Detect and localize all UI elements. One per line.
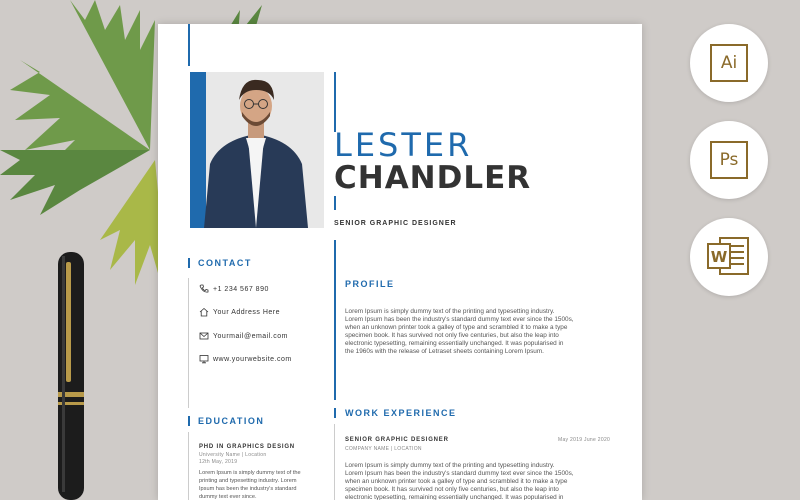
monitor-icon: [199, 354, 209, 364]
work-dates: May 2019 June 2020: [558, 437, 611, 443]
profile-accent-line: [334, 240, 336, 400]
phone-text: +1 234 567 890: [213, 285, 269, 293]
person-portrait: [190, 72, 324, 228]
phone-icon: [199, 284, 209, 294]
profile-line: the 1960s with the release of Letraset sheets containing Lorem Ipsum.: [345, 348, 544, 355]
work-role: SENIOR GRAPHIC DESIGNER: [345, 437, 449, 443]
last-name: CHANDLER: [334, 160, 532, 196]
education-degree: PHD IN GRAPHICS DESIGN: [199, 444, 295, 450]
photoshop-format-badge: [690, 121, 768, 199]
word-icon: [706, 236, 750, 276]
profile-heading: PROFILE: [345, 279, 395, 289]
email-text: Yourmail@email.com: [213, 332, 288, 340]
contact-accent-line: [188, 258, 190, 268]
first-name: LESTER: [334, 126, 473, 164]
contact-email: [199, 331, 288, 341]
website-text: www.yourwebsite.com: [213, 355, 292, 363]
name-accent-line-lower: [334, 196, 336, 210]
contact-website: [199, 354, 292, 364]
contact-heading: CONTACT: [198, 258, 252, 268]
work-divider-line: [334, 424, 335, 500]
work-company: COMPANY NAME | LOCATION: [345, 446, 422, 452]
profile-line: Lorem Ipsum is simply dummy text of the printing and typesetting industry.: [345, 308, 555, 315]
work-line: when an unknown printer took a galley of type and scrambled it to make a type: [345, 478, 568, 485]
home-icon: [199, 307, 209, 317]
word-format-badge: [690, 218, 768, 296]
education-school: University Name | Location: [199, 452, 267, 458]
address-text: Your Address Here: [213, 308, 280, 316]
education-heading: EDUCATION: [198, 416, 265, 426]
pen-decoration: [52, 252, 90, 500]
left-accent-line: [188, 24, 190, 66]
education-date: 12th May, 2019: [199, 459, 238, 465]
contact-phone: [199, 284, 269, 294]
photoshop-icon: Ps: [710, 141, 748, 179]
profile-line: Lorem Ipsum has been the industry's standard dummy text ever since the 1500s,: [345, 316, 574, 323]
work-description: [345, 462, 630, 500]
education-accent-line: [188, 416, 190, 426]
job-title: SENIOR GRAPHIC DESIGNER: [334, 220, 457, 227]
resume-sheet: [158, 24, 642, 500]
work-accent-line: [334, 408, 336, 418]
word-document-glyph: [706, 236, 750, 276]
education-line: printing and typesetting industry. Lorem: [199, 478, 297, 484]
profile-photo: [190, 72, 324, 228]
work-line: electronic typesetting, remaining essentially unchanged. It was popularised in: [345, 494, 564, 500]
word-letter: W: [710, 248, 728, 266]
contact-divider-line: [188, 278, 189, 408]
work-line: Lorem Ipsum has been the industry's standard dummy text ever since the 1500s,: [345, 470, 574, 477]
illustrator-format-badge: [690, 24, 768, 102]
profile-line: when an unknown printer took a galley of type and scrambled it to make a type: [345, 324, 568, 331]
work-line: Lorem Ipsum is simply dummy text of the printing and typesetting industry.: [345, 462, 555, 469]
mail-icon: [199, 331, 209, 341]
profile-line: specimen book. It has survived not only five centuries, but also the leap into: [345, 332, 559, 339]
contact-address: [199, 307, 280, 317]
profile-text: [345, 308, 630, 356]
work-experience-heading: WORK EXPERIENCE: [345, 408, 457, 418]
name-accent-line: [334, 72, 336, 132]
education-description: [199, 469, 324, 500]
education-divider-line: [188, 432, 189, 500]
education-line: dummy text ever since.: [199, 494, 257, 500]
education-line: Ipsum has been the industry's standard: [199, 486, 297, 492]
profile-line: electronic typesetting, remaining essentially unchanged. It was popularised in: [345, 340, 564, 347]
illustrator-icon: Ai: [710, 44, 748, 82]
education-line: Lorem Ipsum is simply dummy text of the: [199, 470, 301, 476]
work-line: specimen book. It has survived not only five centuries, but also the leap into: [345, 486, 559, 493]
